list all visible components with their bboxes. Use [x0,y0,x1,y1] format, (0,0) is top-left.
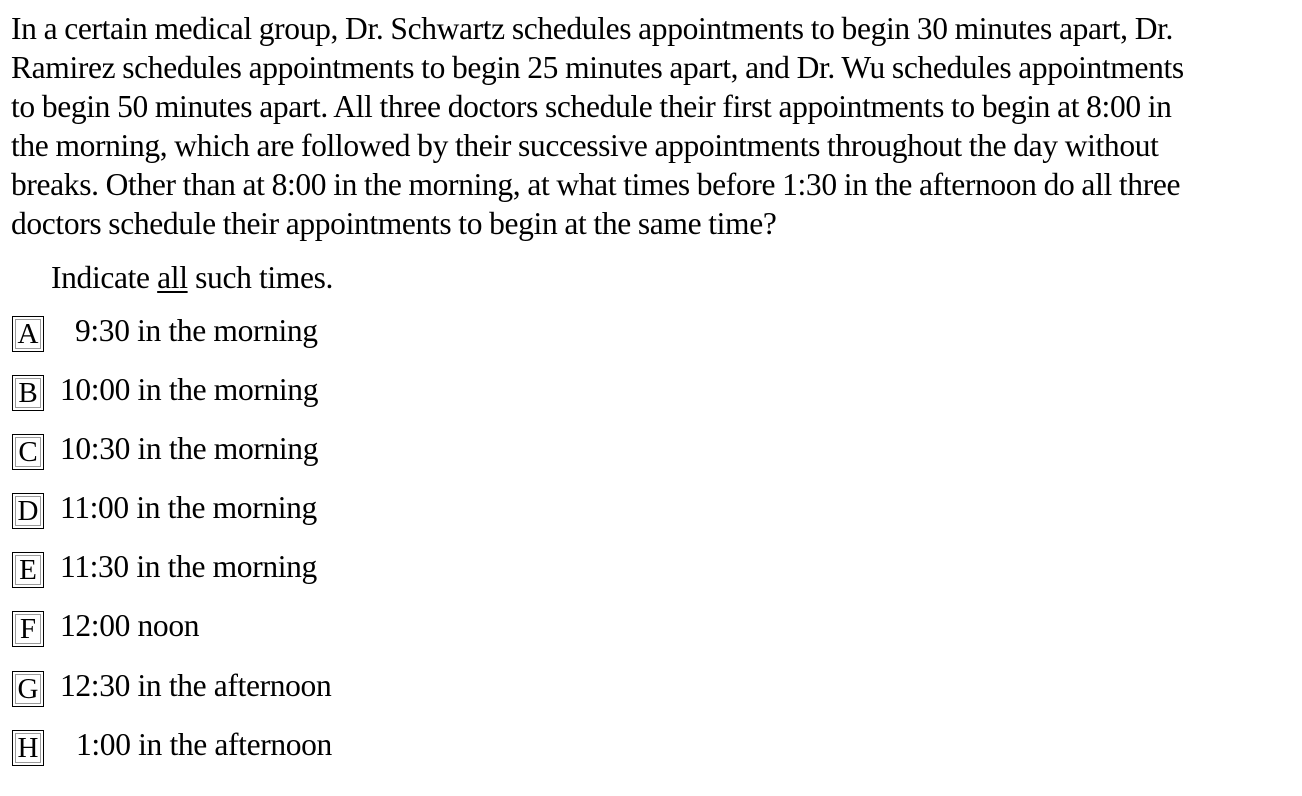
option-label-b: 10:00 in the morning [60,372,319,407]
option-checkbox-f[interactable]: F [12,611,44,647]
option-label-c: 10:30 in the morning [60,431,319,466]
question-line: breaks. Other than at 8:00 in the morning, at what times before 1:30 in the afternoon do all three [11,167,1181,202]
question-line: Ramirez schedules appointments to begin 25 minutes apart, and Dr. Wu schedules appointments [11,50,1184,85]
option-label-a: 9:30 in the morning [75,313,318,348]
question-stem [11,9,1296,243]
question-line: the morning, which are followed by their successive appointments throughout the day without [11,128,1159,163]
option-label-e: 11:30 in the morning [60,549,317,584]
option-checkbox-d[interactable]: D [12,493,44,529]
option-checkbox-g[interactable]: G [12,671,44,707]
question-line: doctors schedule their appointments to begin at the same time? [11,206,777,241]
instruction [51,258,333,297]
option-checkbox-c[interactable]: C [12,434,44,470]
option-label-h: 1:00 in the afternoon [76,727,332,762]
instruction-emphasis: all [157,260,188,295]
option-checkbox-b[interactable]: B [12,375,44,411]
option-checkbox-a[interactable]: A [12,316,44,352]
question-line: to begin 50 minutes apart. All three doctors schedule their first appointments to begin at 8:00 in [11,89,1172,124]
option-checkbox-h[interactable]: H [12,730,44,766]
option-checkbox-e[interactable]: E [12,552,44,588]
option-label-d: 11:00 in the morning [60,490,317,525]
instruction-prefix: Indicate [51,260,158,295]
instruction-suffix: such times. [187,260,334,295]
option-label-f: 12:00 noon [60,608,200,643]
question-line: In a certain medical group, Dr. Schwartz schedules appointments to begin 30 minutes apart, Dr. [11,11,1174,46]
option-label-g: 12:30 in the afternoon [60,668,332,703]
